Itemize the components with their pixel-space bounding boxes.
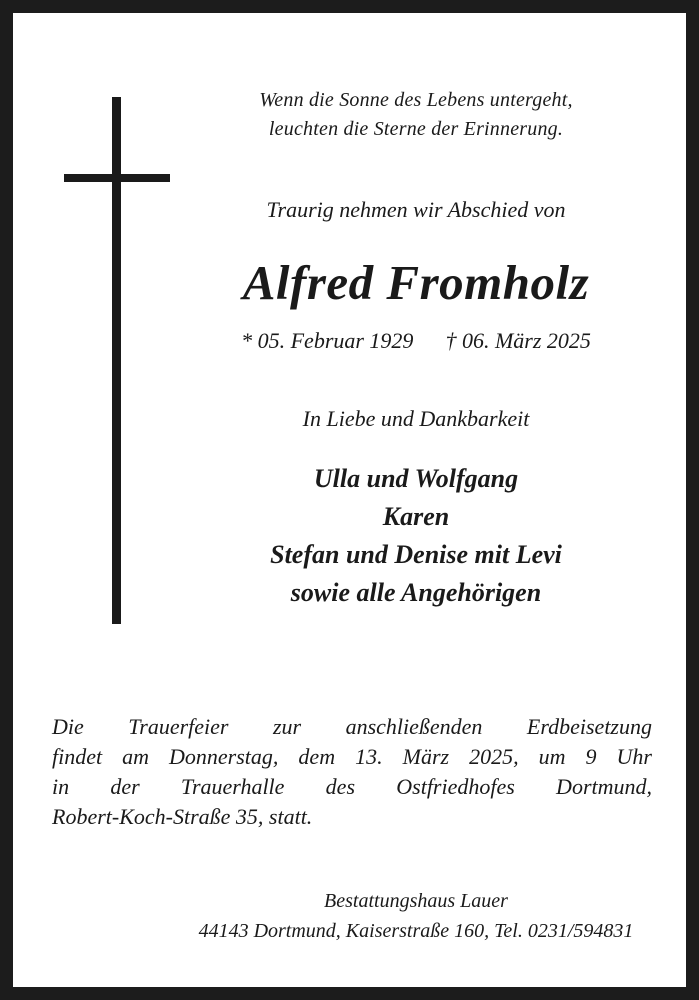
ceremony-notice: [52, 712, 652, 832]
mourners-list: [160, 460, 672, 612]
motto-line-2: leuchten die Sterne der Erinnerung.: [268, 118, 564, 140]
ceremony-line: findet am Donnerstag, dem 13. März 2025, um 9 Uhr: [52, 744, 652, 769]
mourner-line: Karen: [382, 502, 450, 531]
funeral-home-address: 44143 Dortmund, Kaiserstraße 160, Tel. 0231/594831: [198, 920, 634, 942]
death-date: † 06. März 2025: [445, 328, 591, 353]
birth-date: * 05. Februar 1929: [241, 328, 414, 353]
life-dates: [160, 326, 672, 356]
mourner-line: Stefan und Denise mit Levi: [270, 540, 562, 569]
funeral-home-name: Bestattungshaus Lauer: [324, 890, 508, 912]
deceased-name: Alfred Fromholz: [242, 255, 590, 310]
motto: [160, 86, 672, 144]
intro-text: Traurig nehmen wir Abschied von: [266, 197, 566, 222]
dankbarkeit-text: In Liebe und Dankbarkeit: [302, 406, 530, 431]
mourner-line: Ulla und Wolfgang: [313, 464, 519, 493]
ceremony-line: in der Trauerhalle des Ostfriedhofes Dortmund,: [52, 774, 652, 799]
ceremony-line: Robert-Koch-Straße 35, statt.: [52, 804, 313, 829]
mourner-line: sowie alle Angehörigen: [290, 578, 542, 607]
ceremony-line: Die Trauerfeier zur anschließenden Erdbeisetzung: [52, 714, 652, 739]
motto-line-1: Wenn die Sonne des Lebens untergeht,: [259, 89, 573, 111]
cross-icon-horizontal: [64, 174, 170, 182]
funeral-home-footer: [160, 886, 672, 946]
